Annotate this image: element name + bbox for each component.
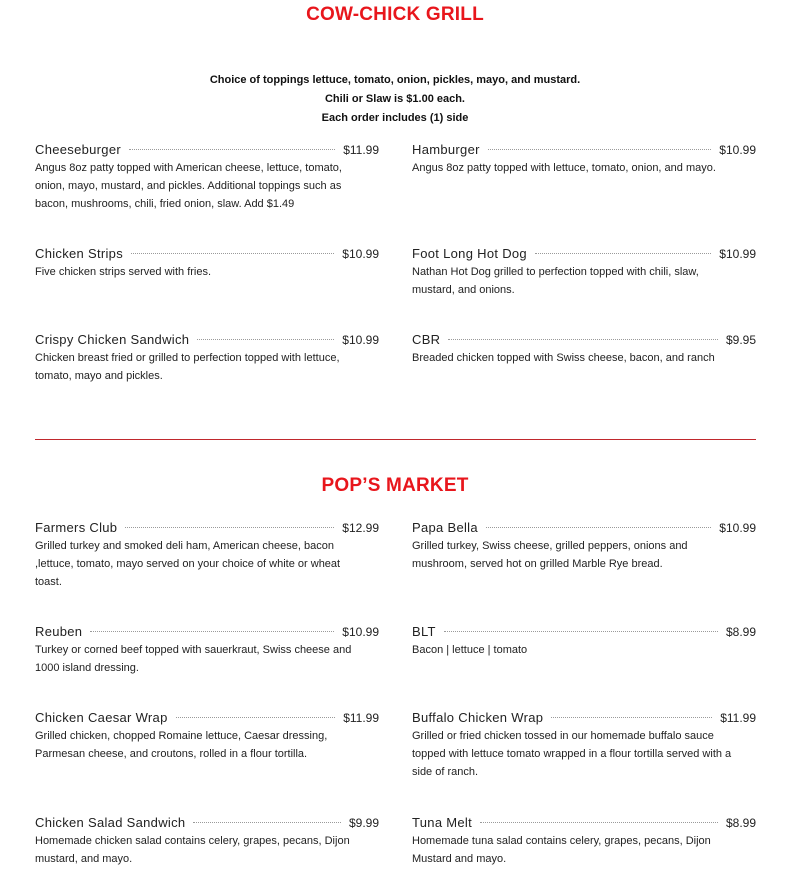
item-price: $11.99	[720, 711, 756, 725]
item-description: Bacon | lettuce | tomato	[412, 644, 528, 656]
dot-leader	[176, 717, 336, 718]
item-description: Chicken breast fried or grilled to perfection topped with lettuce, tomato, mayo and pickles.	[35, 352, 340, 382]
item-price: $8.99	[725, 816, 756, 830]
item-name: Chicken Strips	[35, 246, 124, 261]
item-description: Grilled or fried chicken tossed in our homemade buffalo sauce topped with lettuce tomato wrapped in a flour tortilla served with a side of ranch.	[412, 730, 732, 778]
item-description: Angus 8oz patty topped with American cheese, lettuce, tomato, onion, mayo, mustard, and pickles. Additional toppings such as bacon, mushrooms, chili, fried onion, slaw. Add $1.49	[35, 162, 342, 210]
menu-item-cheeseburger	[35, 142, 379, 213]
section-divider	[35, 439, 756, 440]
item-price: $10.99	[342, 333, 379, 347]
note-chili-slaw: Chili or Slaw is $1.00 each.	[324, 93, 465, 105]
item-name: Chicken Caesar Wrap	[35, 710, 168, 725]
item-name: Cheeseburger	[35, 142, 121, 157]
item-name: Buffalo Chicken Wrap	[412, 710, 544, 725]
item-name: Reuben	[35, 624, 83, 639]
item-description: Homemade chicken salad contains celery, grapes, pecans, Dijon mustard, and mayo.	[35, 835, 350, 865]
item-price: $12.99	[342, 521, 379, 535]
dot-leader	[197, 339, 334, 340]
dot-leader	[90, 631, 334, 632]
item-price: $10.99	[719, 143, 756, 157]
dot-leader	[486, 527, 711, 528]
item-description: Grilled turkey, Swiss cheese, grilled peppers, onions and mushroom, served hot on grilled Marble Rye bread.	[412, 540, 688, 570]
menu-notes	[0, 71, 790, 128]
item-price: $9.99	[348, 816, 379, 830]
item-description: Nathan Hot Dog grilled to perfection topped with chili, slaw, mustard, and onions.	[412, 266, 699, 296]
menu-item-papa-bella	[412, 520, 756, 573]
item-price: $9.95	[725, 333, 756, 347]
item-description: Homemade tuna salad contains celery, grapes, pecans, Dijon Mustard and mayo.	[412, 835, 711, 865]
dot-leader	[448, 339, 718, 340]
item-description: Turkey or corned beef topped with sauerkraut, Swiss cheese and 1000 island dressing.	[35, 644, 352, 674]
item-description: Five chicken strips served with fries.	[35, 266, 212, 278]
dot-leader	[488, 149, 712, 150]
dot-leader	[193, 822, 341, 823]
item-name: Tuna Melt	[412, 815, 473, 830]
dot-leader	[480, 822, 718, 823]
section-title-cow-chick-grill: COW-CHICK GRILL	[306, 4, 484, 25]
item-name: CBR	[412, 332, 441, 347]
item-name: Hamburger	[412, 142, 480, 157]
item-price: $11.99	[343, 143, 379, 157]
menu-item-blt	[412, 624, 756, 659]
item-price: $10.99	[342, 625, 379, 639]
menu-item-hamburger	[412, 142, 756, 177]
menu-item-chicken-strips	[35, 246, 379, 281]
menu-item-chicken-salad-sandwich	[35, 815, 379, 868]
menu-item-crispy-chicken-sandwich	[35, 332, 379, 385]
dot-leader	[129, 149, 335, 150]
item-description: Grilled chicken, chopped Romaine lettuce, Caesar dressing, Parmesan cheese, and croutons, rolled in a flour tortilla.	[35, 730, 328, 760]
menu-item-chicken-caesar-wrap	[35, 710, 379, 763]
item-price: $8.99	[725, 625, 756, 639]
section-title-pops-market: POP’S MARKET	[321, 475, 469, 496]
dot-leader	[125, 527, 334, 528]
item-name: Chicken Salad Sandwich	[35, 815, 186, 830]
menu-item-reuben	[35, 624, 379, 677]
item-price: $10.99	[719, 521, 756, 535]
item-name: Crispy Chicken Sandwich	[35, 332, 190, 347]
item-name: Papa Bella	[412, 520, 478, 535]
item-name: Foot Long Hot Dog	[412, 246, 527, 261]
menu-item-farmers-club	[35, 520, 379, 591]
dot-leader	[131, 253, 334, 254]
item-price: $11.99	[343, 711, 379, 725]
note-side: Each order includes (1) side	[321, 112, 469, 124]
item-description: Grilled turkey and smoked deli ham, American cheese, bacon ,lettuce, tomato, mayo served on your choice of white or wheat toast.	[35, 540, 341, 588]
item-name: BLT	[412, 624, 436, 639]
item-price: $10.99	[719, 247, 756, 261]
dot-leader	[535, 253, 711, 254]
item-price: $10.99	[342, 247, 379, 261]
menu-item-cbr	[412, 332, 756, 367]
item-description: Angus 8oz patty topped with lettuce, tomato, onion, and mayo.	[412, 162, 716, 174]
menu-item-foot-long-hot-dog	[412, 246, 756, 299]
dot-leader	[551, 717, 712, 718]
dot-leader	[444, 631, 718, 632]
item-name: Farmers Club	[35, 520, 118, 535]
note-toppings: Choice of toppings lettuce, tomato, onion, pickles, mayo, and mustard.	[209, 74, 581, 86]
item-description: Breaded chicken topped with Swiss cheese, bacon, and ranch	[412, 352, 715, 364]
menu-item-tuna-melt	[412, 815, 756, 868]
menu-item-buffalo-chicken-wrap	[412, 710, 756, 781]
